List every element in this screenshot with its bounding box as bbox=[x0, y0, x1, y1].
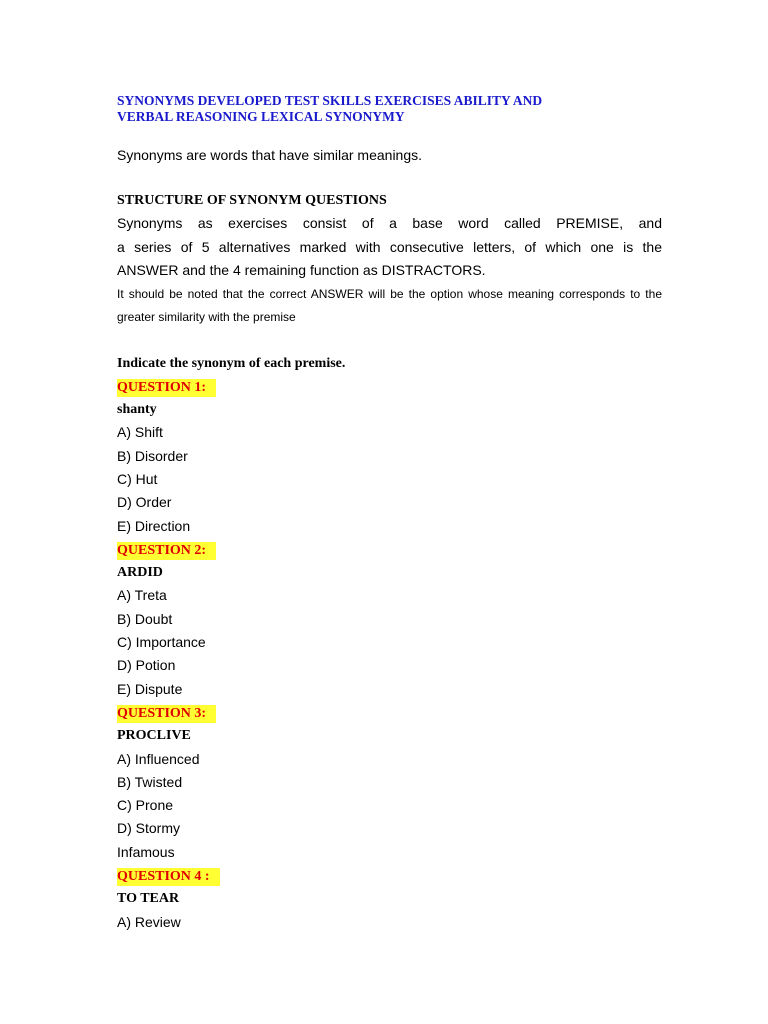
document-page bbox=[117, 93, 662, 934]
structure-line-3: ANSWER and the 4 remaining function as DISTRACTORS. bbox=[117, 262, 486, 278]
question-option: D) Order bbox=[117, 494, 172, 511]
question-block bbox=[117, 864, 662, 934]
question-label: QUESTION 4 : bbox=[117, 868, 220, 886]
question-option: C) Hut bbox=[117, 470, 158, 487]
structure-heading: STRUCTURE OF SYNONYM QUESTIONS bbox=[117, 193, 387, 208]
question-premise: TO TEAR bbox=[117, 891, 180, 907]
structure-line-1: Synonyms as exercises consist of a base word called PREMISE, and bbox=[117, 215, 662, 231]
title-line-1: SYNONYMS DEVELOPED TEST SKILLS EXERCISES ABILITY AND bbox=[117, 93, 543, 108]
intro-text: Synonyms are words that have similar meanings. bbox=[117, 147, 423, 163]
question-option: Infamous bbox=[117, 843, 175, 860]
question-label: QUESTION 2: bbox=[117, 542, 216, 560]
question-premise: PROCLIVE bbox=[117, 728, 191, 744]
structure-line-2: a series of 5 alternatives marked with consecutive letters, of which one is the bbox=[117, 238, 662, 255]
note-line-1: It should be noted that the correct ANSWER will be the option whose meaning corresponds to the bbox=[117, 286, 662, 301]
question-option: A) Review bbox=[117, 913, 181, 930]
question-block bbox=[117, 538, 662, 701]
question-option: B) Disorder bbox=[117, 447, 188, 464]
title-line-2: VERBAL REASONING LEXICAL SYNONYMY bbox=[117, 109, 405, 124]
question-option: B) Twisted bbox=[117, 773, 183, 790]
question-option: E) Direction bbox=[117, 517, 191, 534]
question-option: A) Treta bbox=[117, 587, 167, 604]
question-option: D) Potion bbox=[117, 657, 176, 674]
question-premise: shanty bbox=[117, 402, 157, 418]
note-paragraph bbox=[117, 283, 662, 329]
note-line-2: greater similarity with the premise bbox=[117, 309, 296, 324]
question-block bbox=[117, 375, 662, 538]
question-option: D) Stormy bbox=[117, 820, 180, 837]
question-option: E) Dispute bbox=[117, 680, 183, 697]
question-option: C) Prone bbox=[117, 797, 174, 814]
question-option: A) Influenced bbox=[117, 750, 200, 767]
question-label: QUESTION 1: bbox=[117, 379, 216, 397]
instruction-text: Indicate the synonym of each premise. bbox=[117, 355, 346, 371]
question-label: QUESTION 3: bbox=[117, 705, 216, 723]
question-option: C) Importance bbox=[117, 634, 206, 651]
question-option: A) Shift bbox=[117, 424, 163, 441]
document-title bbox=[117, 93, 662, 125]
structure-paragraph bbox=[117, 212, 662, 283]
question-option: B) Doubt bbox=[117, 610, 173, 627]
question-premise: ARDID bbox=[117, 565, 163, 581]
question-block bbox=[117, 701, 662, 864]
